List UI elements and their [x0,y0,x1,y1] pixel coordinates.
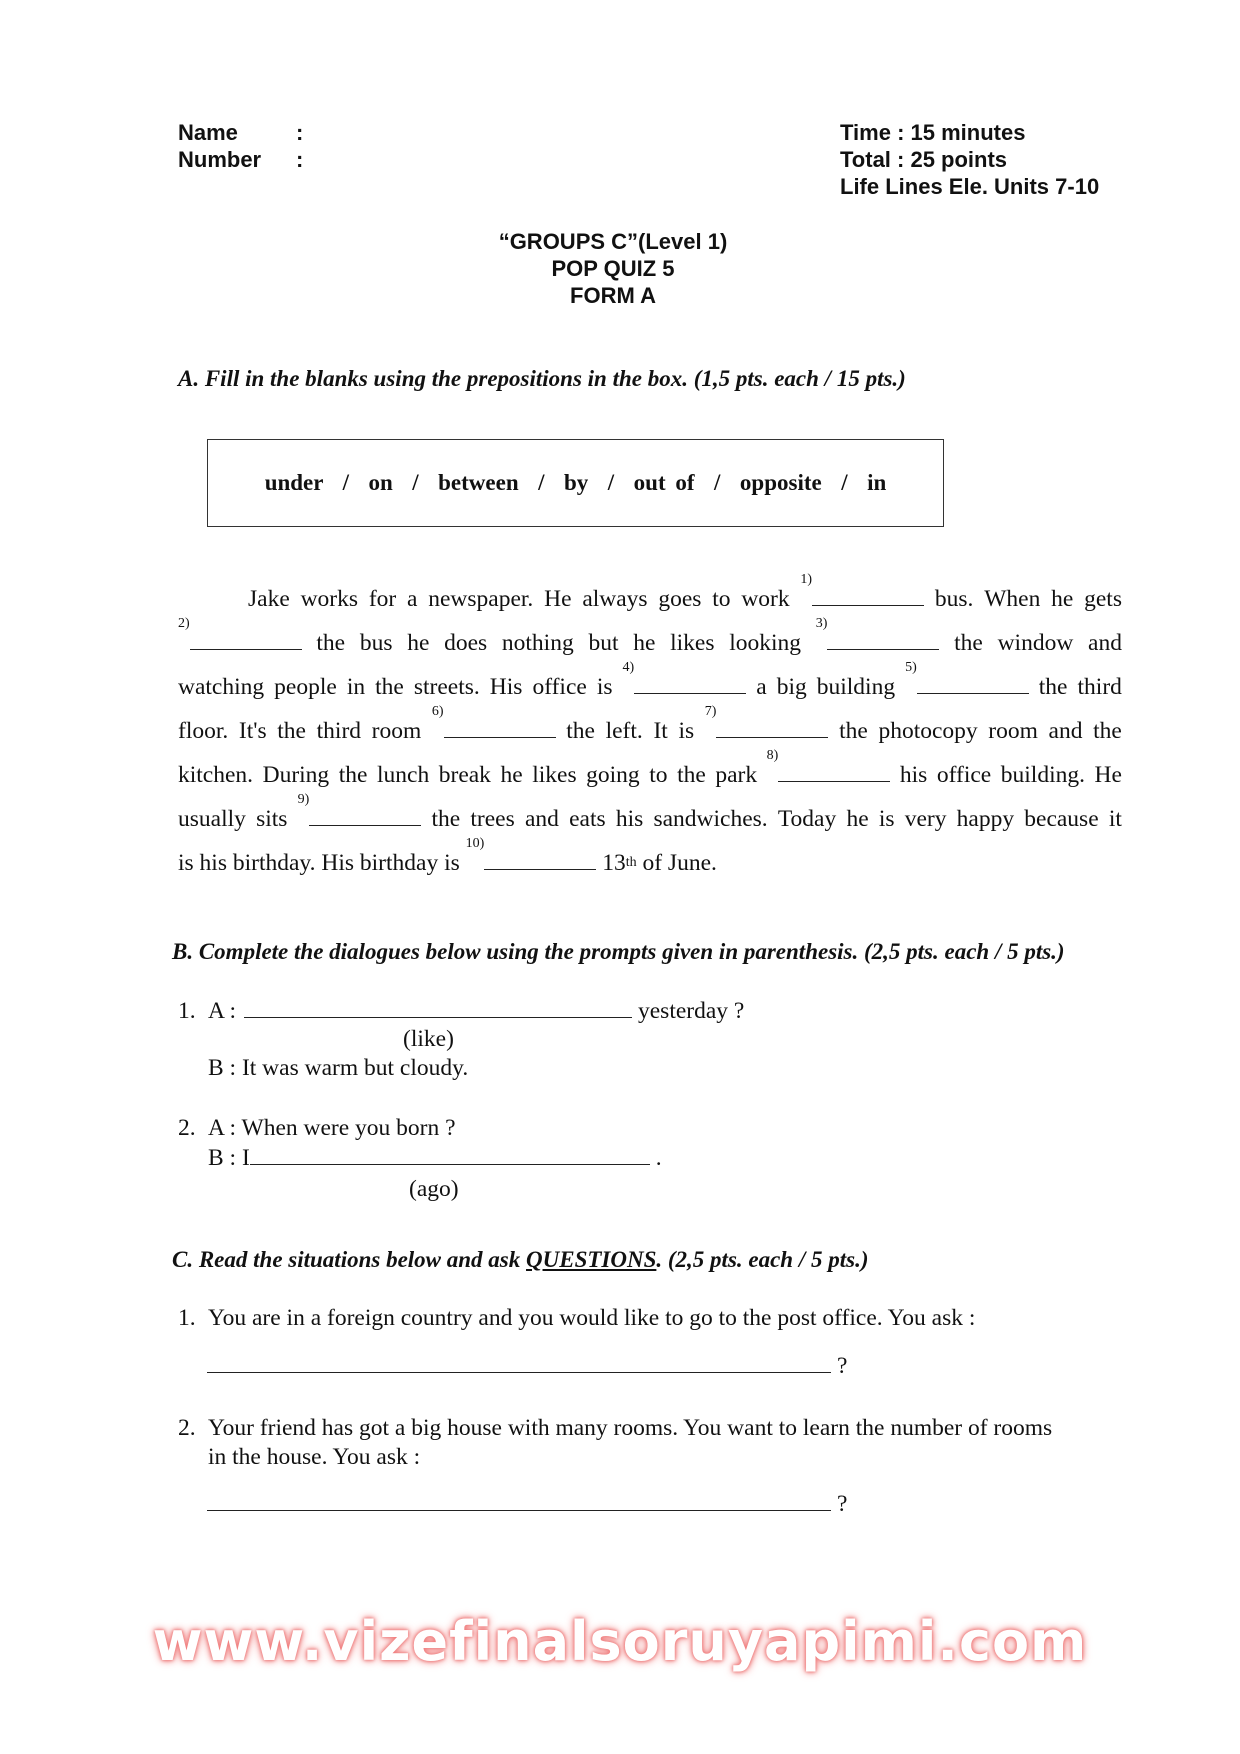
blank-5[interactable] [905,660,1029,709]
q-number: 1. [178,998,196,1024]
paragraph-line: usually sits $^{9)}$ the trees and eats his sandwiches. Today he is very happy because it [178,797,1122,841]
dialogue-2 [178,1113,662,1173]
blank-line[interactable] [444,719,556,738]
prepositions-box [207,439,944,527]
blank-4[interactable] [622,660,747,709]
blank-10[interactable] [465,836,597,885]
question-mark: ? [837,1491,848,1517]
total-info: Total : 25 points [840,147,1008,172]
dialogue-suffix: . [655,1145,662,1171]
title-form: FORM A [570,283,656,308]
blank-8[interactable] [766,748,891,797]
blank-number: 4) [622,660,635,675]
blank-line[interactable] [778,763,890,782]
paragraph-line: floor. It's the third room $^{6)}$ the left. It is $^{7)}$ the photocopy room and the [178,709,1122,753]
name-field[interactable] [178,119,303,146]
answer-blank[interactable] [250,1144,650,1165]
paragraph-line [178,836,1122,885]
fill-in-paragraph [178,572,1122,885]
heading-underlined: QUESTIONS [526,1247,657,1272]
units-info: Life Lines Ele. Units 7-10 [840,174,1100,199]
blank-line[interactable] [634,675,746,694]
dialogue-1 [178,996,744,1026]
dialogue-1-answer: B : It was warm but cloudy. [208,1055,469,1081]
paragraph-line: kitchen. During the lunch break he likes going to the park $^{8)}$ his office building. He [178,753,1122,797]
title-group: “GROUPS C”(Level 1) [498,229,728,254]
watermark: www.vizefinalsoruyapimi.com [152,1610,1088,1673]
blank-number: 6) [431,704,444,719]
paragraph-text: 13 [596,850,626,876]
blank-number: 1) [800,572,813,587]
superscript: th [625,855,637,870]
blank-number: 8) [766,748,779,763]
situation-1 [178,1305,975,1332]
time-info: Time : 15 minutes [840,120,1026,145]
blank-number: 5) [905,660,917,675]
paragraph-text: of June. [636,850,717,876]
paragraph-line: Jake works for a newspaper. He always goes to work $^{1)}$ bus. When he gets [178,577,1122,621]
blank-number: 3) [815,616,828,631]
page-title [0,228,1226,309]
name-label: Name [178,120,238,145]
answer-blank[interactable] [207,1490,831,1511]
blank-line[interactable] [484,851,596,870]
answer-blank[interactable] [207,1352,831,1373]
prepositions-list: under / on / between / by / out of / opposite / in [264,470,887,495]
blank-line[interactable] [827,631,939,650]
question-1-answer [207,1352,847,1380]
situation-text-cont: in the house. You ask : [208,1444,421,1470]
prompt-like: (like) [403,1026,454,1052]
paragraph-line: watching people in the streets. His office is $^{4)}$ a big building $^{5)}$ the third [178,665,1122,709]
situation-text: You are in a foreign country and you would like to go to the post office. You ask : [208,1305,976,1331]
situation-2 [178,1414,1052,1472]
question-2-answer [207,1490,847,1518]
answer-blank[interactable] [244,997,632,1018]
blank-number: 10) [465,836,485,851]
q-number: 1. [178,1305,196,1331]
number-label: Number [178,147,262,172]
q-number: 2. [178,1415,196,1441]
blank-line[interactable] [309,807,421,826]
paragraph-line: $^{2)}$ the bus he does nothing but he likes looking $^{3)}$ the window and [178,621,1122,665]
student-info [178,119,303,173]
question-mark: ? [837,1353,848,1379]
name-colon: : [296,120,304,145]
blank-6[interactable] [431,704,556,753]
section-a-heading: A. Fill in the blanks using the prepositions in the box. (1,5 pts. each / 15 pts.) [178,366,906,391]
blank-2[interactable] [178,616,302,665]
dialogue-suffix: yesterday ? [638,998,745,1024]
blank-line[interactable] [190,631,302,650]
speaker-a: A : [208,998,237,1024]
blank-number: 7) [704,704,717,719]
heading-text-end: . (2,5 pts. each / 5 pts.) [656,1247,869,1272]
heading-text: C. Read the situations below and ask [172,1247,527,1272]
dialogue-question: A : When were you born ? [208,1115,456,1141]
q-number: 2. [178,1115,196,1141]
quiz-info [840,119,1099,200]
speaker-b: B : I [208,1145,250,1171]
number-field[interactable] [178,146,303,173]
number-colon: : [296,147,304,172]
section-b-heading: B. Complete the dialogues below using the prompts given in parenthesis. (2,5 pts. each / 5 pts.) [172,939,1065,964]
blank-number: 2) [178,616,190,631]
blank-3[interactable] [815,616,940,665]
situation-text: Your friend has got a big house with many rooms. You want to learn the number of rooms [208,1415,1053,1441]
paragraph-text: is his birthday. His birthday is [178,850,466,876]
blank-line[interactable] [812,587,924,606]
blank-1[interactable] [800,572,924,621]
blank-line[interactable] [716,719,828,738]
title-quiz: POP QUIZ 5 [551,256,675,281]
prompt-ago: (ago) [409,1176,459,1202]
blank-9[interactable] [297,792,422,841]
blank-number: 9) [297,792,310,807]
section-c-heading [172,1247,869,1273]
blank-line[interactable] [917,675,1029,694]
blank-7[interactable] [704,704,829,753]
